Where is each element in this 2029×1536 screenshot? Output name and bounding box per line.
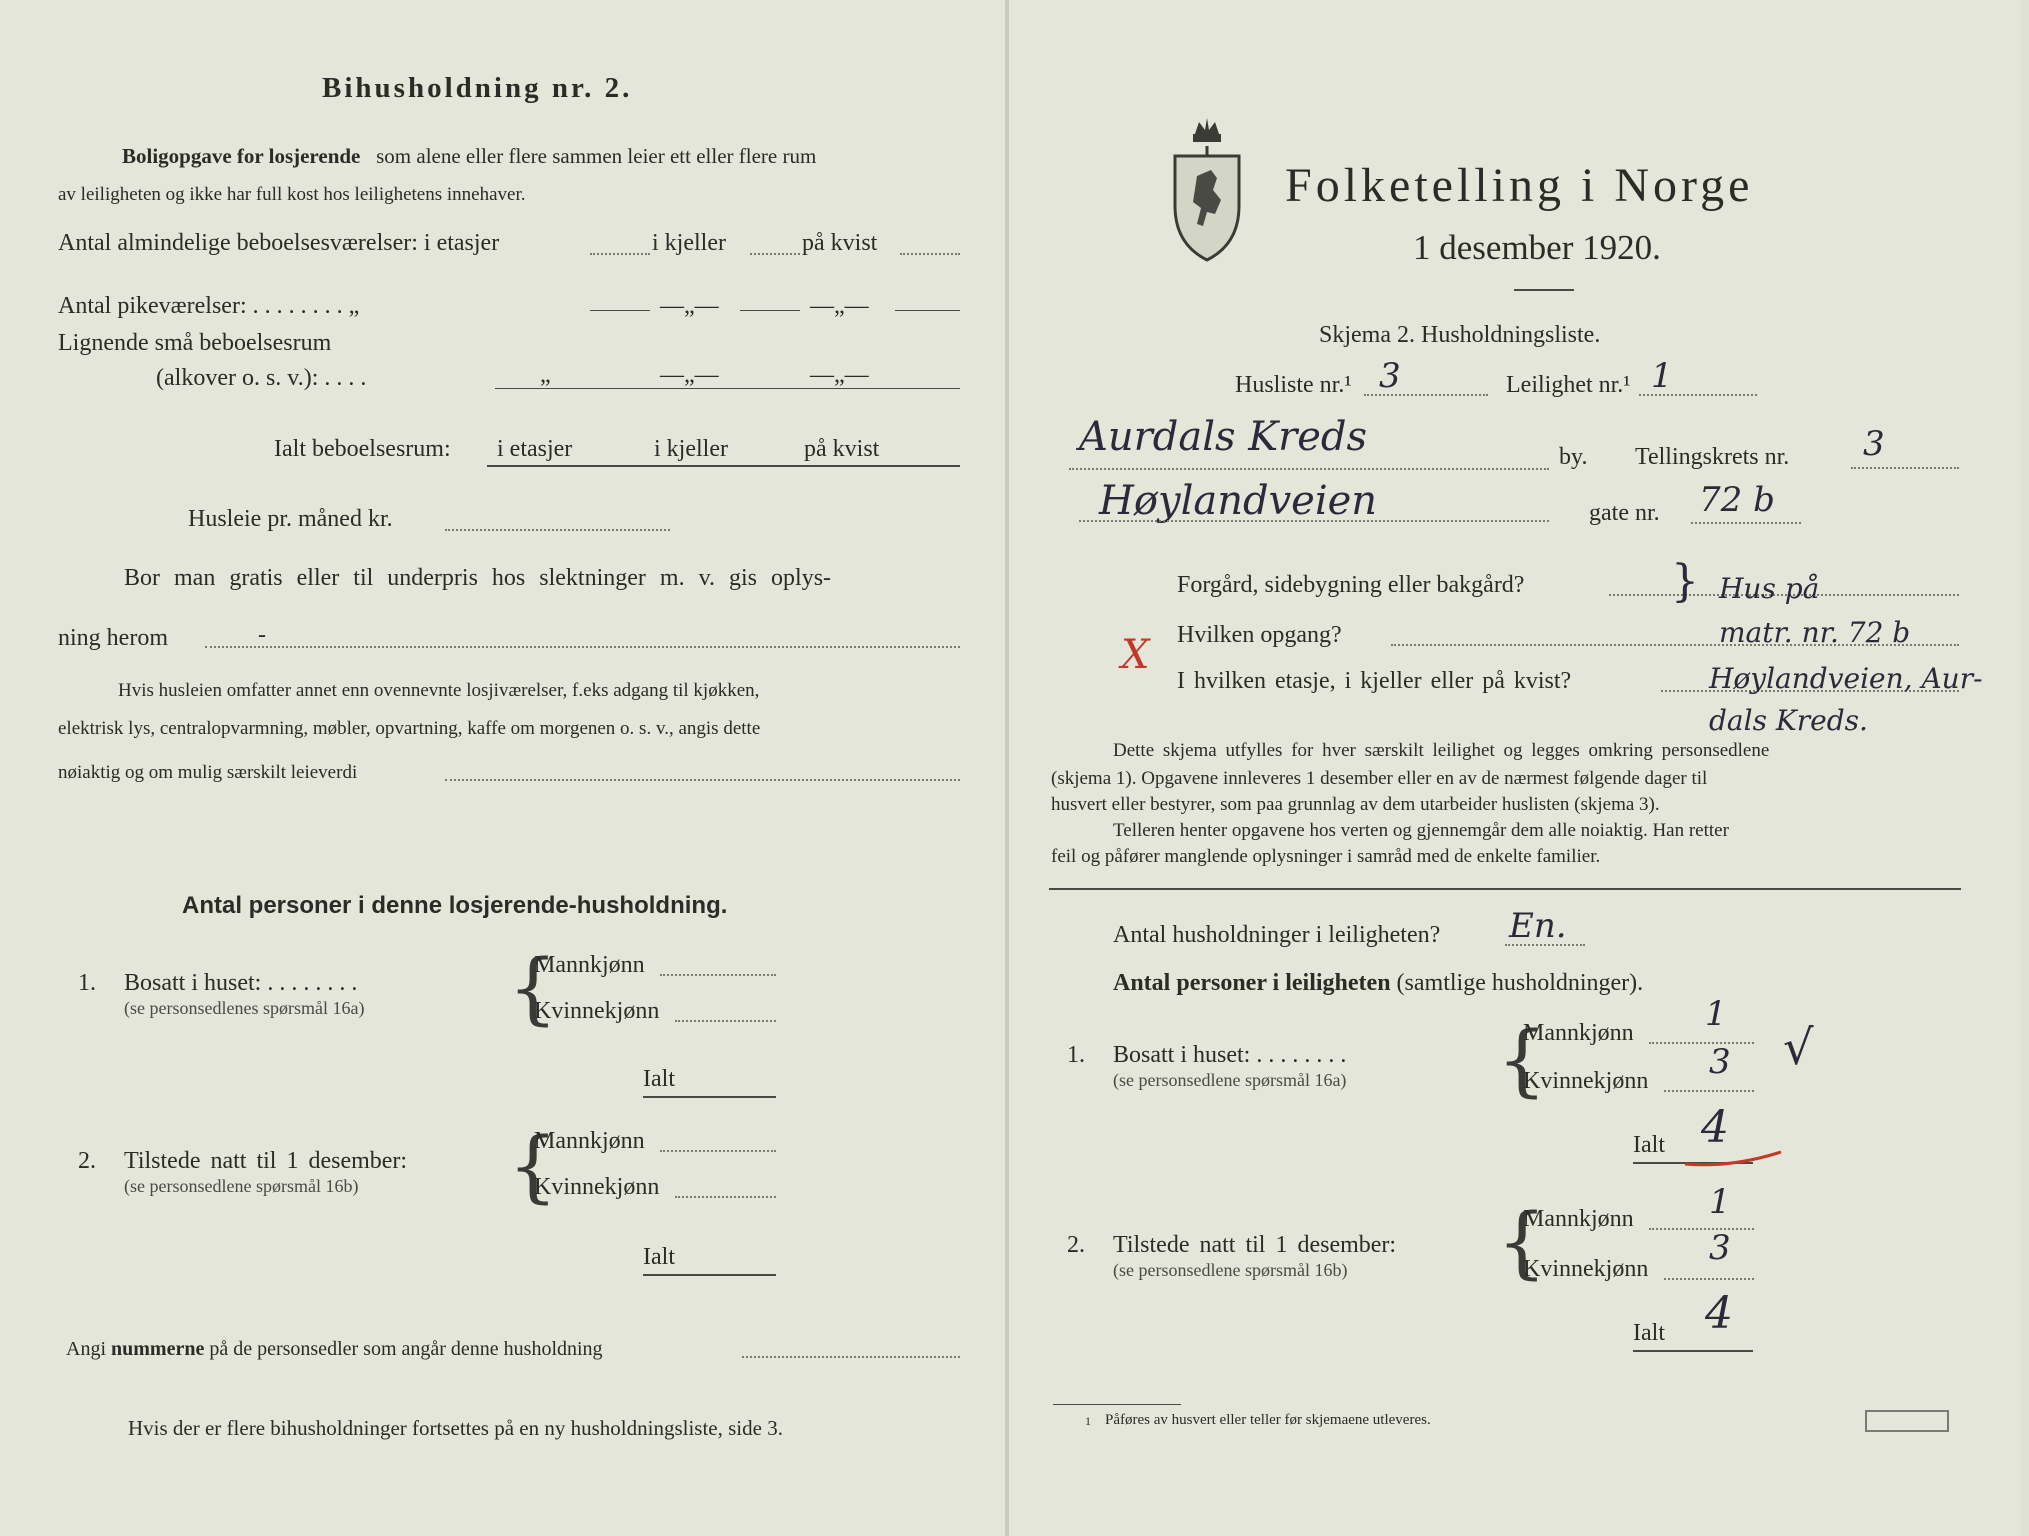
right-q1-num: 1. (1067, 1042, 1085, 1068)
footnote-num: 1 (1085, 1414, 1091, 1428)
gate-label: gate nr. (1589, 500, 1660, 526)
right-q1-mann-line (1649, 1042, 1754, 1044)
left-q1-sub: (se personsedlenes spørsmål 16a) (124, 998, 365, 1018)
antal-kjeller-line (750, 253, 800, 255)
husliste-label: Husliste nr.¹ (1235, 372, 1352, 398)
right-date: 1 desember 1920. (1413, 228, 1661, 267)
angi-pre: Angi (66, 1338, 106, 1360)
right-q2-label: Tilstede natt til 1 desember: (1113, 1232, 1397, 1258)
right-q2-kvinne-value: 3 (1709, 1228, 1731, 1268)
by-handwritten: Aurdals Kreds (1079, 414, 1368, 460)
persons-bold: Antal personer i leiligheten (1113, 970, 1391, 996)
left-q1-mann: Mannkjønn (534, 952, 645, 978)
lign-quote: „ (540, 362, 551, 388)
leilighet-line (1639, 394, 1757, 396)
check-mark-icon: √ (1783, 1020, 1814, 1076)
pike-dash2: —„— (810, 293, 869, 319)
q-forgard: Forgård, sidebygning eller bakgård? (1177, 572, 1525, 598)
hvis-line (445, 779, 960, 781)
right-q2-ialt-line (1633, 1350, 1753, 1352)
left-q2-ialt-line (643, 1274, 776, 1276)
left-q1-label: Bosatt i huset: . . . . . . . . (124, 970, 358, 996)
right-q2-ialt: Ialt (1633, 1320, 1665, 1346)
coat-of-arms-icon (1167, 116, 1247, 264)
hvis-line2: elektrisk lys, centralopvarmning, møbler, opvartning, kaffe om morgenen o. s. v., angis dette (58, 718, 761, 739)
gate-value-line (1691, 522, 1801, 524)
husliste-value: 3 (1379, 356, 1401, 396)
left-q2-mann: Mannkjønn (534, 1128, 645, 1154)
red-underline-icon (1681, 1148, 1787, 1172)
intro-rest: som alene eller flere sammen leier ett eller flere rum (376, 144, 817, 168)
answer-line3: Høylandveien, Aur- (1709, 662, 1983, 695)
instr-rule (1049, 888, 1961, 890)
right-q2-mann-line (1649, 1228, 1754, 1230)
right-q1-brace: { (1497, 1016, 1547, 1106)
title-rule (1514, 289, 1574, 291)
bor-mark: - (258, 622, 266, 648)
left-q2-kvinne-line (675, 1196, 776, 1198)
pike-dash1: —„— (660, 293, 719, 319)
hvis-line1: Hvis husleien omfatter annet enn ovennevnte losjiværelser, f.eks adgang til kjøkken, (118, 680, 760, 701)
tellingskrets-value: 3 (1863, 424, 1885, 464)
answer-line1: Hus på (1719, 572, 1820, 605)
leilighet-value: 1 (1651, 356, 1673, 396)
red-x-mark: X (1121, 632, 1150, 678)
antal-kvist-line (900, 253, 960, 255)
right-q2-ialt-value: 4 (1705, 1288, 1733, 1339)
right-q1-kvinne-line (1664, 1090, 1754, 1092)
bor-line (205, 646, 960, 648)
instr-line3: husvert eller bestyrer, som paa grunnlag av dem utarbeider huslisten (skjema 3). (1051, 794, 1660, 815)
left-q2-num: 2. (78, 1148, 96, 1174)
right-q1-kvinne-value: 3 (1709, 1042, 1731, 1082)
angi-line (66, 1338, 603, 1361)
husleie-line (445, 529, 670, 531)
angi-rest: på de personsedler som angår denne husholdning (209, 1338, 603, 1360)
intro-line2: av leiligheten og ikke har full kost hos leilighetens innehaver. (58, 184, 526, 205)
right-persons-heading (1113, 970, 1643, 997)
right-q2-mann-value: 1 (1709, 1182, 1731, 1222)
antal-hush-value: En. (1509, 906, 1567, 946)
answer-line4: dals Kreds. (1709, 704, 1868, 737)
ialt-label: Ialt beboelsesrum: (274, 436, 451, 462)
leilighet-label: Leilighet nr.¹ (1506, 372, 1631, 398)
hvis-line3: nøiaktig og om mulig særskilt leieverdi (58, 762, 358, 783)
right-q1-mann: Mannkjønn (1523, 1020, 1634, 1046)
gate-line (1079, 520, 1549, 522)
antal-hush-label: Antal husholdninger i leiligheten? (1113, 922, 1441, 948)
left-q1-kvinne-line (675, 1020, 776, 1022)
pike-line-1 (590, 310, 650, 311)
left-q2-sub: (se personsedlene spørsmål 16b) (124, 1176, 359, 1196)
intro-bold: Boligopgave for losjerende (122, 144, 361, 168)
left-q1-mann-line (660, 974, 776, 976)
left-title: Bihusholdning nr. 2. (322, 72, 633, 104)
right-q2-kvinne: Kvinnekjønn (1523, 1256, 1649, 1282)
antal-etasjer-line (590, 253, 650, 255)
lign-dash1: —„— (660, 362, 719, 388)
instr-line5: feil og påfører manglende oplysninger i samråd med de enkelte familier. (1051, 846, 1601, 867)
pike-line-2 (740, 310, 800, 311)
right-q2-mann: Mannkjønn (1523, 1206, 1634, 1232)
angi-bold: nummerne (111, 1338, 205, 1360)
gate-value: 72 b (1699, 480, 1775, 520)
persons-rest: (samtlige husholdninger). (1396, 970, 1644, 996)
right-q2-num: 2. (1067, 1232, 1085, 1258)
left-footer: Hvis der er flere bihusholdninger fortsettes på en ny husholdningsliste, side 3. (128, 1416, 783, 1440)
right-q2-kvinne-line (1664, 1278, 1754, 1280)
answer-line2: matr. nr. 72 b (1719, 616, 1911, 649)
right-page (1009, 0, 2021, 1536)
ialt-etasjer: i etasjer (497, 436, 573, 462)
left-q1-kvinne: Kvinnekjønn (534, 998, 660, 1024)
bor-line2: ning herom (58, 625, 168, 651)
antal-label: Antal almindelige beboelsesværelser: i etasjer (58, 230, 500, 256)
right-q2-brace: { (1497, 1198, 1547, 1288)
antal-kjeller: i kjeller (652, 230, 726, 256)
right-q1-ialt: Ialt (1633, 1132, 1665, 1158)
right-q1-kvinne: Kvinnekjønn (1523, 1068, 1649, 1094)
right-q2-sub: (se personsedlene spørsmål 16b) (1113, 1260, 1348, 1280)
footnote-rule (1053, 1404, 1181, 1405)
intro-line1 (122, 144, 816, 169)
q-opgang: Hvilken opgang? (1177, 622, 1342, 648)
by-line (1069, 468, 1549, 470)
lign-dash2: —„— (810, 362, 869, 388)
right-q1-label: Bosatt i huset: . . . . . . . . (1113, 1042, 1347, 1068)
footnote-text: Påføres av husvert eller teller før skjemaene utleveres. (1105, 1412, 1431, 1428)
answer-brace: } (1671, 556, 1699, 607)
print-stamp (1865, 1410, 1949, 1432)
lign-label-1: Lignende små beboelsesrum (58, 330, 332, 356)
right-title: Folketelling i Norge (1285, 159, 1754, 212)
antal-kvist: på kvist (802, 230, 878, 256)
pike-label: Antal pikeværelser: . . . . . . . . „ (58, 293, 360, 319)
left-q1-ialt: Ialt (643, 1066, 675, 1092)
tellingskrets-label: Tellingskrets nr. (1635, 444, 1790, 470)
antal-hush-line (1505, 944, 1585, 946)
left-page (0, 0, 1007, 1536)
instr-line4: Telleren henter opgavene hos verten og gjennemgår dem alle noiaktig. Han retter (1113, 820, 1729, 841)
left-persons-heading: Antal personer i denne losjerende-husholdning. (182, 892, 728, 919)
ialt-kjeller: i kjeller (654, 436, 728, 462)
angi-dotline (742, 1356, 960, 1358)
husleie-label: Husleie pr. måned kr. (188, 506, 393, 532)
left-q1-ialt-line (643, 1096, 776, 1098)
q-etasje: I hvilken etasje, i kjeller eller på kvist? (1177, 668, 1572, 694)
by-label: by. (1559, 444, 1588, 470)
instr-line2: (skjema 1). Opgavene innleveres 1 desember eller en av de nærmest følgende dager til (1051, 768, 1708, 789)
ialt-line (487, 465, 960, 467)
bor-line1: Bor man gratis eller til underpris hos slektninger m. v. gis oplys- (124, 565, 832, 591)
lign-line (495, 388, 960, 389)
gate-handwritten: Høylandveien (1099, 478, 1378, 524)
left-q2-label: Tilstede natt til 1 desember: (124, 1148, 408, 1174)
left-q2-ialt: Ialt (643, 1244, 675, 1270)
left-q1-num: 1. (78, 970, 96, 996)
ialt-kvist: på kvist (804, 436, 880, 462)
husliste-line (1364, 394, 1488, 396)
right-q1-ialt-value: 4 (1701, 1102, 1729, 1153)
lign-label-2: (alkover o. s. v.): . . . . (156, 365, 367, 391)
left-q2-brace: { (508, 1122, 558, 1212)
tellingskrets-line (1851, 467, 1959, 469)
left-q2-mann-line (660, 1150, 776, 1152)
skjema-label: Skjema 2. Husholdningsliste. (1319, 322, 1601, 348)
pike-line-3 (895, 310, 960, 311)
right-q1-mann-value: 1 (1705, 994, 1727, 1034)
instr-line1: Dette skjema utfylles for hver særskilt leilighet og legges omkring personsedlene (1113, 740, 1770, 761)
right-q1-sub: (se personsedlene spørsmål 16a) (1113, 1070, 1347, 1090)
left-q2-kvinne: Kvinnekjønn (534, 1174, 660, 1200)
left-q1-brace: { (508, 944, 558, 1034)
